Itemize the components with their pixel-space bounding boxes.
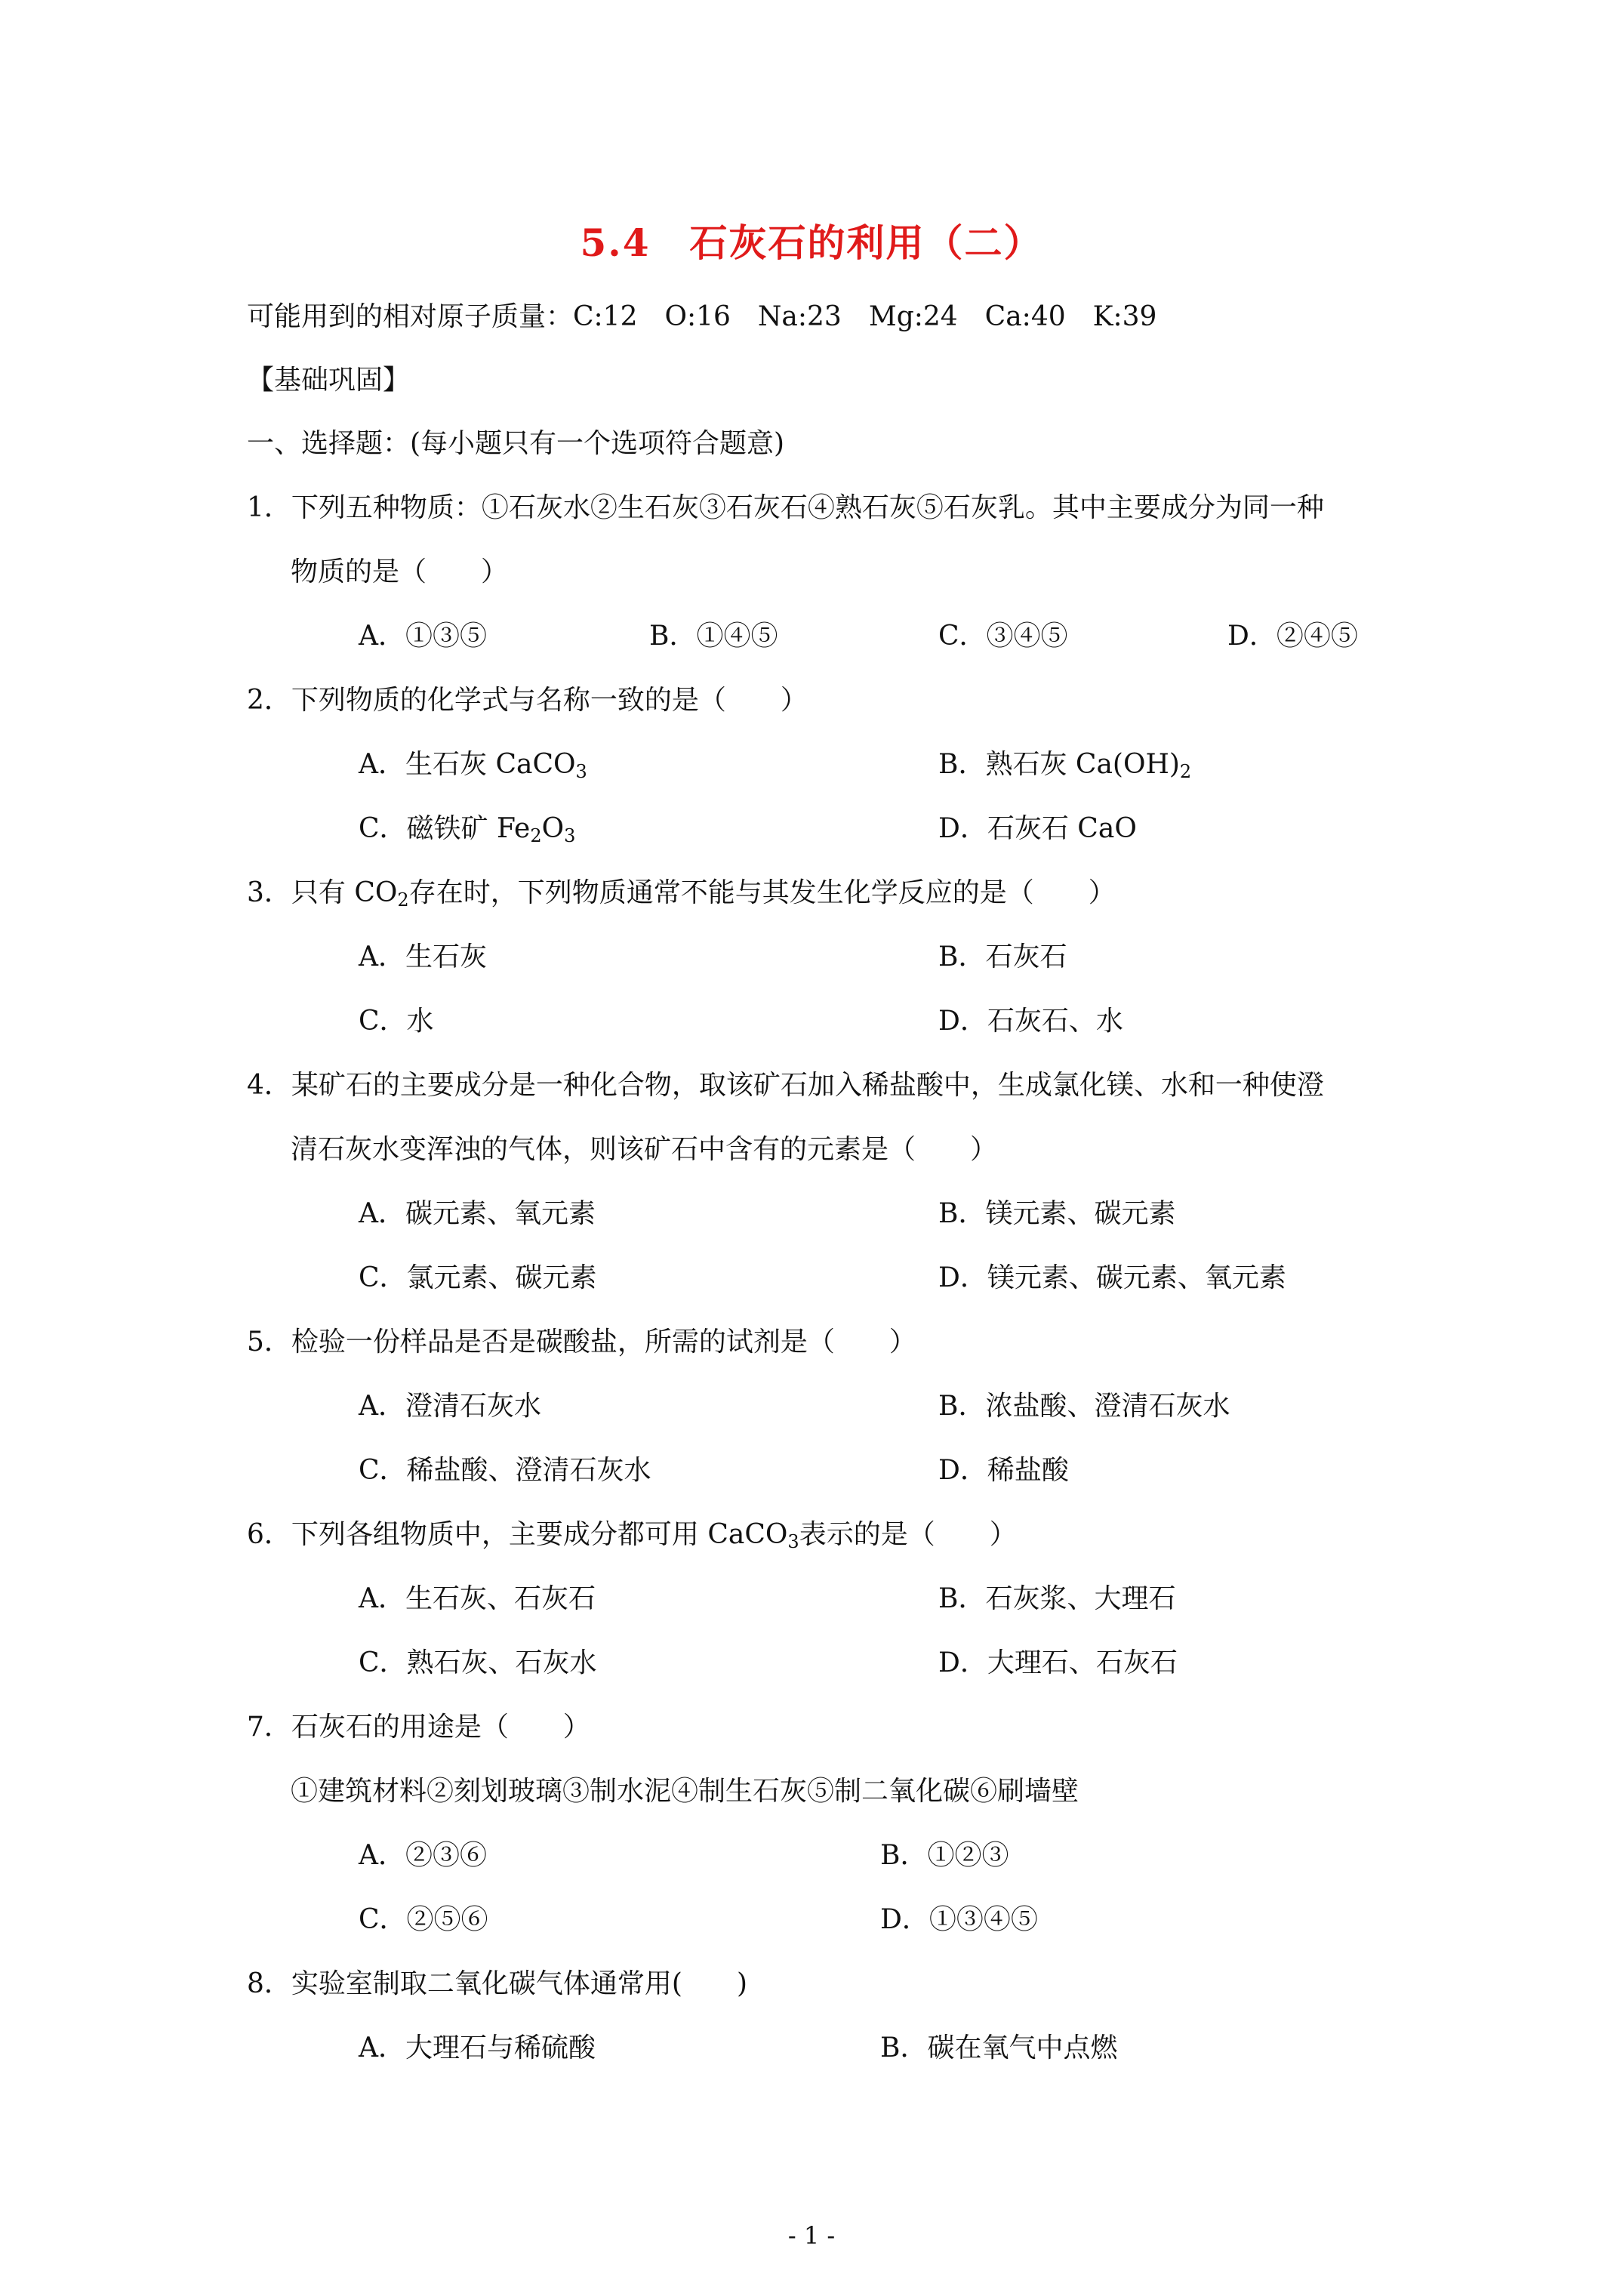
question-2-option-a	[359, 748, 587, 781]
question-4-option-c: C．氯元素、碳元素	[359, 1262, 597, 1293]
question-5-option-a: A．澄清石灰水	[359, 1391, 541, 1422]
question-2-stem: 2．下列物质的化学式与名称一致的是（ ）	[247, 685, 808, 716]
question-1-line-2: 物质的是（ ）	[291, 556, 509, 587]
question-2-option-a-subscript: 3	[575, 761, 587, 782]
question-2-option-c-subscript-1: 2	[530, 825, 542, 846]
question-1-option-a: A．①③⑤	[359, 621, 487, 652]
question-3-option-c: C．水	[359, 1006, 434, 1037]
question-2-option-d: D．石灰石 CaO	[938, 813, 1137, 844]
question-7-option-b: B．①②③	[880, 1840, 1009, 1871]
question-1-option-b: B．①④⑤	[649, 621, 778, 652]
question-3-stem-pre: 3．只有 CO	[247, 877, 398, 908]
page-title: 5.4 石灰石的利用（二）	[580, 220, 1043, 265]
question-6-stem-pre: 6．下列各组物质中，主要成分都可用 CaCO	[247, 1519, 788, 1550]
question-4-line-2: 清石灰水变浑浊的气体，则该矿石中含有的元素是（ ）	[291, 1134, 998, 1165]
question-7-option-d: D．①③④⑤	[880, 1904, 1038, 1935]
question-1-line-1: 1．下列五种物质：①石灰水②生石灰③石灰石④熟石灰⑤石灰乳。其中主要成分为同一种	[247, 492, 1324, 523]
question-5-option-d: D．稀盐酸	[938, 1455, 1069, 1486]
question-7-option-c: C．②⑤⑥	[359, 1904, 488, 1935]
question-3-stem-post: 存在时，下列物质通常不能与其发生化学反应的是（ ）	[408, 877, 1116, 908]
atomic-masses-line: 可能用到的相对原子质量：C:12 O:16 Na:23 Mg:24 Ca:40 K:39	[247, 301, 1157, 332]
question-6-option-d: D．大理石、石灰石	[938, 1647, 1178, 1678]
question-5-option-c: C．稀盐酸、澄清石灰水	[359, 1455, 651, 1486]
question-7-option-a: A．②③⑥	[359, 1840, 487, 1871]
question-2-option-c-subscript-2: 3	[564, 825, 576, 846]
question-5-stem: 5．检验一份样品是否是碳酸盐，所需的试剂是（ ）	[247, 1327, 916, 1358]
question-8-option-a: A．大理石与稀硫酸	[359, 2032, 596, 2063]
question-8-option-b: B．碳在氧气中点燃	[880, 2032, 1118, 2063]
question-2-option-c-mid: O	[541, 813, 565, 844]
question-6-option-a: A．生石灰、石灰石	[359, 1583, 596, 1614]
question-4-line-1: 4．某矿石的主要成分是一种化合物，取该矿石加入稀盐酸中，生成氯化镁、水和一种使澄	[247, 1070, 1324, 1101]
question-4-option-a: A．碳元素、氧元素	[359, 1198, 596, 1229]
question-7-uses-list: ①建筑材料②刻划玻璃③制水泥④制生石灰⑤制二氧化碳⑥刷墙壁	[291, 1776, 1079, 1807]
question-2-option-c-text: C．磁铁矿 Fe	[359, 813, 531, 844]
question-8-stem: 8．实验室制取二氧化碳气体通常用( )	[247, 1968, 747, 1999]
page-number: - 1 -	[787, 2221, 836, 2250]
question-6-option-b: B．石灰浆、大理石	[938, 1583, 1176, 1614]
question-2-option-b-text: B．熟石灰 Ca(OH)	[938, 749, 1180, 780]
question-3-stem	[247, 877, 1116, 910]
question-5-option-b: B．浓盐酸、澄清石灰水	[938, 1391, 1230, 1422]
question-3-option-a: A．生石灰	[359, 942, 487, 972]
question-2-option-c	[359, 812, 575, 846]
question-2-option-b	[938, 748, 1191, 781]
question-2-option-b-subscript: 2	[1179, 761, 1192, 782]
question-3-option-d: D．石灰石、水	[938, 1006, 1123, 1037]
question-3-option-b: B．石灰石	[938, 942, 1067, 972]
question-2-option-a-text: A．生石灰 CaCO	[359, 749, 576, 780]
section-heading: 【基础巩固】	[247, 365, 411, 396]
question-3-stem-subscript: 2	[397, 889, 409, 911]
question-1-option-c: C．③④⑤	[938, 621, 1068, 652]
question-6-stem-post: 表示的是（ ）	[799, 1519, 1017, 1550]
part-heading: 一、选择题：(每小题只有一个选项符合题意)	[247, 428, 785, 459]
question-4-option-d: D．镁元素、碳元素、氧元素	[938, 1262, 1286, 1293]
question-6-stem-subscript: 3	[787, 1531, 799, 1552]
question-6-option-c: C．熟石灰、石灰水	[359, 1647, 597, 1678]
question-7-stem: 7．石灰石的用途是（ ）	[247, 1712, 590, 1743]
question-4-option-b: B．镁元素、碳元素	[938, 1198, 1176, 1229]
question-1-option-d: D．②④⑤	[1227, 621, 1358, 652]
question-6-stem	[247, 1518, 1017, 1552]
